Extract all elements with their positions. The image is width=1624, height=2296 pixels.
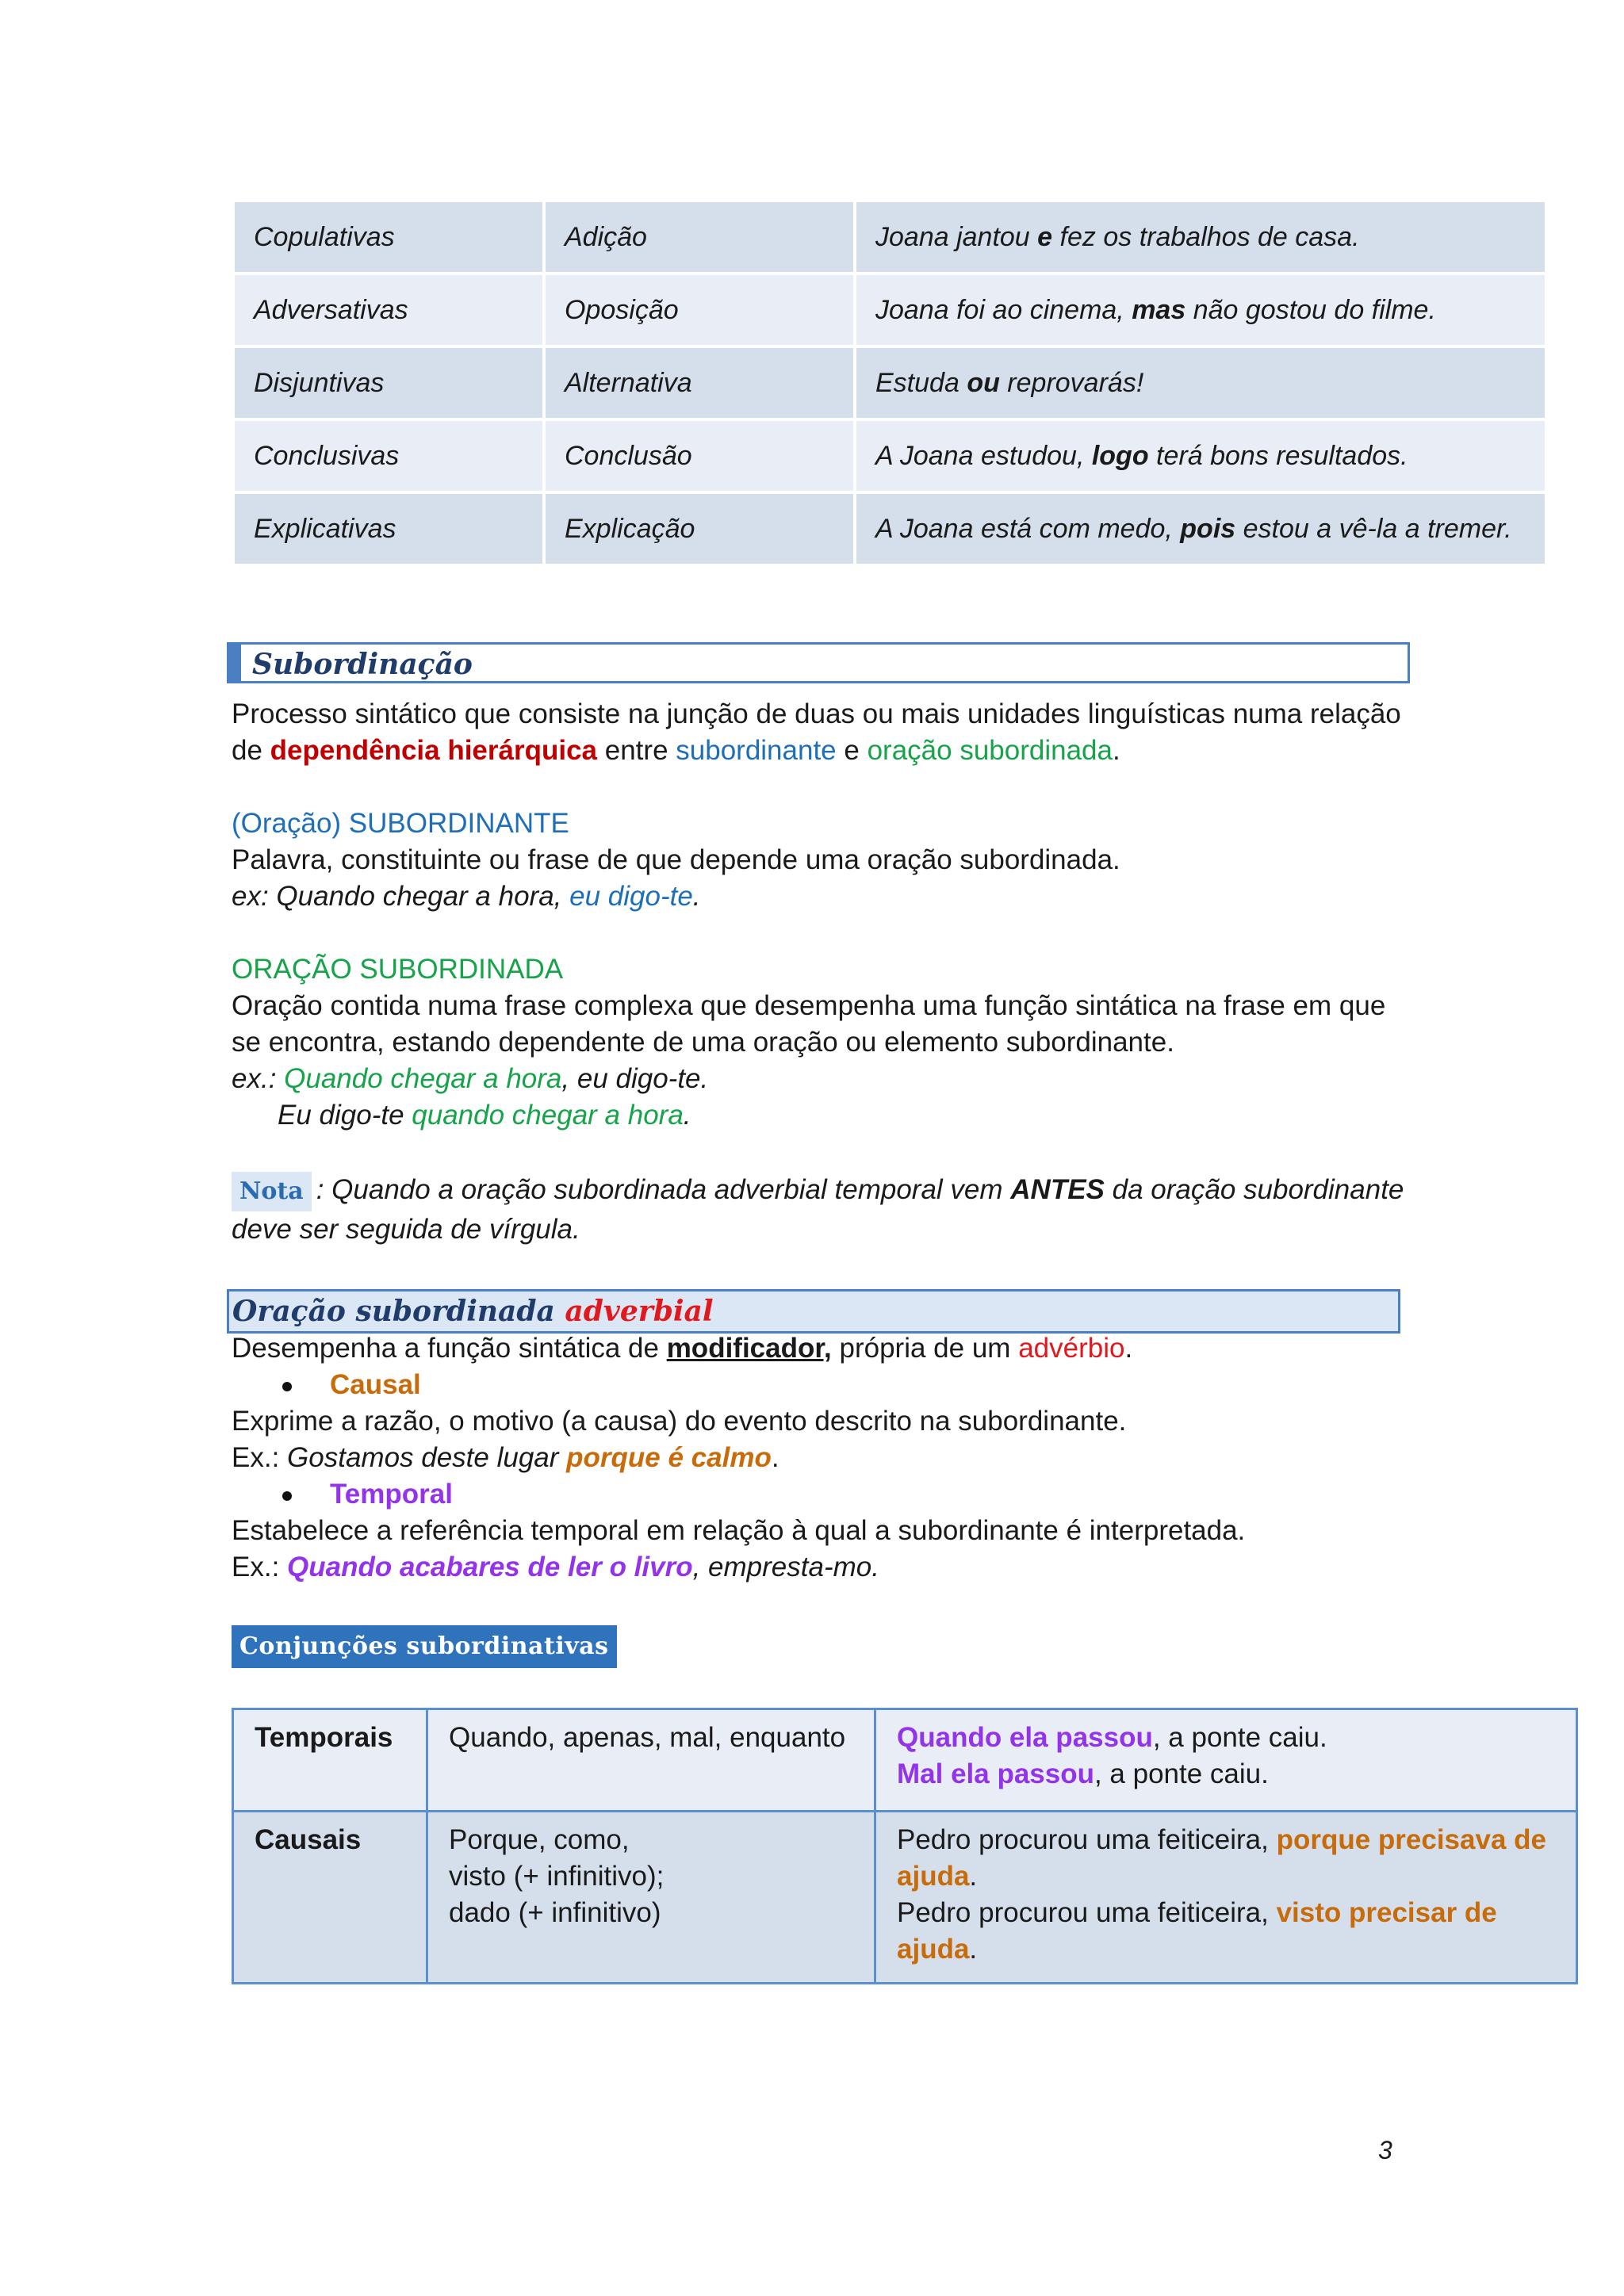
table-cell-example: Joana jantou e fez os trabalhos de casa. — [856, 202, 1545, 272]
table-cell-type: Explicativas — [235, 494, 542, 564]
coordination-table — [232, 199, 1548, 567]
table-row — [235, 494, 1545, 564]
subordination-heading: Subordinação — [227, 642, 1410, 683]
subordination-definition-line2: de dependência hierárquica entre subordinante e oração subordinada. — [232, 735, 1120, 766]
causal-definition: Exprime a razão, o motivo (a causa) do evento descrito na subordinante. — [232, 1406, 1127, 1437]
key-term: dependência hierárquica — [270, 735, 598, 766]
table-row — [235, 421, 1545, 491]
table-cell-value: Conclusão — [546, 421, 853, 491]
conjunction-word: ou — [967, 367, 1000, 398]
table-cell-conjunctions: Quando, apenas, mal, enquanto — [427, 1709, 875, 1812]
note-badge: Nota — [232, 1172, 312, 1211]
table-cell-conjunctions: Porque, como, visto (+ infinitivo); dado (+ infinitivo) — [427, 1812, 875, 1984]
oracao-subordinada-title: ORAÇÃO SUBORDINADA — [232, 954, 564, 985]
subordinante-title: (Oração) SUBORDINANTE — [232, 808, 569, 839]
table-cell-examples: Quando ela passou, a ponte caiu. Mal ela passou, a ponte caiu. — [875, 1709, 1577, 1812]
note-line1: Nota : Quando a oração subordinada adverbial temporal vem ANTES da oração subordinante — [232, 1172, 1404, 1211]
oracao-subordinada-definition-line2: se encontra, estando dependente de uma oração ou elemento subordinante. — [232, 1027, 1174, 1058]
conjunction-word: e — [1037, 221, 1053, 252]
table-cell-type: Disjuntivas — [235, 348, 542, 418]
temporal-example: Ex.: Quando acabares de ler o livro, empresta-mo. — [232, 1552, 879, 1582]
table-cell-type: Adversativas — [235, 275, 542, 345]
oracao-subordinada-definition-line1: Oração contida numa frase complexa que desempenha uma função sintática na frase em que — [232, 990, 1386, 1021]
bullet-causal: Causal — [282, 1367, 421, 1403]
table-row — [233, 1709, 1577, 1812]
table-row — [235, 202, 1545, 272]
subordinante-example: ex: Quando chegar a hora, eu digo-te. — [232, 881, 701, 912]
table-cell-example: Estuda ou reprovarás! — [856, 348, 1545, 418]
table-cell-value: Explicação — [546, 494, 853, 564]
note-line2: deve ser seguida de vírgula. — [232, 1214, 580, 1245]
conjunction-word: mas — [1132, 294, 1186, 325]
page-number: 3 — [1378, 2136, 1392, 2164]
table-cell-example: A Joana estudou, logo terá bons resultados. — [856, 421, 1545, 491]
table-cell-examples: Pedro procurou uma feiticeira, porque precisava de ajuda. Pedro procurou uma feiticeira, visto precisar de ajuda. — [875, 1812, 1577, 1984]
conjunction-word: pois — [1180, 513, 1236, 544]
table-cell-value: Alternativa — [546, 348, 853, 418]
bullet-dot-icon — [282, 1491, 292, 1501]
temporal-definition: Estabelece a referência temporal em relação à qual a subordinante é interpretada. — [232, 1515, 1246, 1546]
table-cell-value: Adição — [546, 202, 853, 272]
table-row — [235, 348, 1545, 418]
table-cell-type: Conclusivas — [235, 421, 542, 491]
bullet-temporal: Temporal — [282, 1476, 453, 1513]
subordination-definition-line1: Processo sintático que consiste na junção de duas ou mais unidades linguísticas numa relação — [232, 698, 1401, 729]
bullet-dot-icon — [282, 1382, 292, 1391]
causal-example: Ex.: Gostamos deste lugar porque é calmo. — [232, 1442, 779, 1473]
adverbial-definition: Desempenha a função sintática de modificador, própria de um advérbio. — [232, 1333, 1133, 1364]
conjunctions-badge: Conjunções subordinativas — [232, 1625, 617, 1668]
subordinante-definition: Palavra, constituinte ou frase de que depende uma oração subordinada. — [232, 844, 1120, 875]
table-cell-type: Causais — [233, 1812, 427, 1984]
adverbial-heading: Oração subordinada adverbial — [227, 1289, 1400, 1334]
table-cell-example: Joana foi ao cinema, mas não gostou do filme. — [856, 275, 1545, 345]
oracao-subordinada-example2: Eu digo-te quando chegar a hora. — [278, 1100, 691, 1131]
table-cell-example: A Joana está com medo, pois estou a vê-la a tremer. — [856, 494, 1545, 564]
oracao-subordinada-example1: ex.: Quando chegar a hora, eu digo-te. — [232, 1063, 709, 1094]
table-row — [233, 1812, 1577, 1984]
subordinate-conjunctions-table — [232, 1708, 1578, 1984]
table-cell-type: Copulativas — [235, 202, 542, 272]
table-cell-value: Oposição — [546, 275, 853, 345]
table-cell-type: Temporais — [233, 1709, 427, 1812]
conjunction-word: logo — [1091, 440, 1149, 471]
table-row — [235, 275, 1545, 345]
